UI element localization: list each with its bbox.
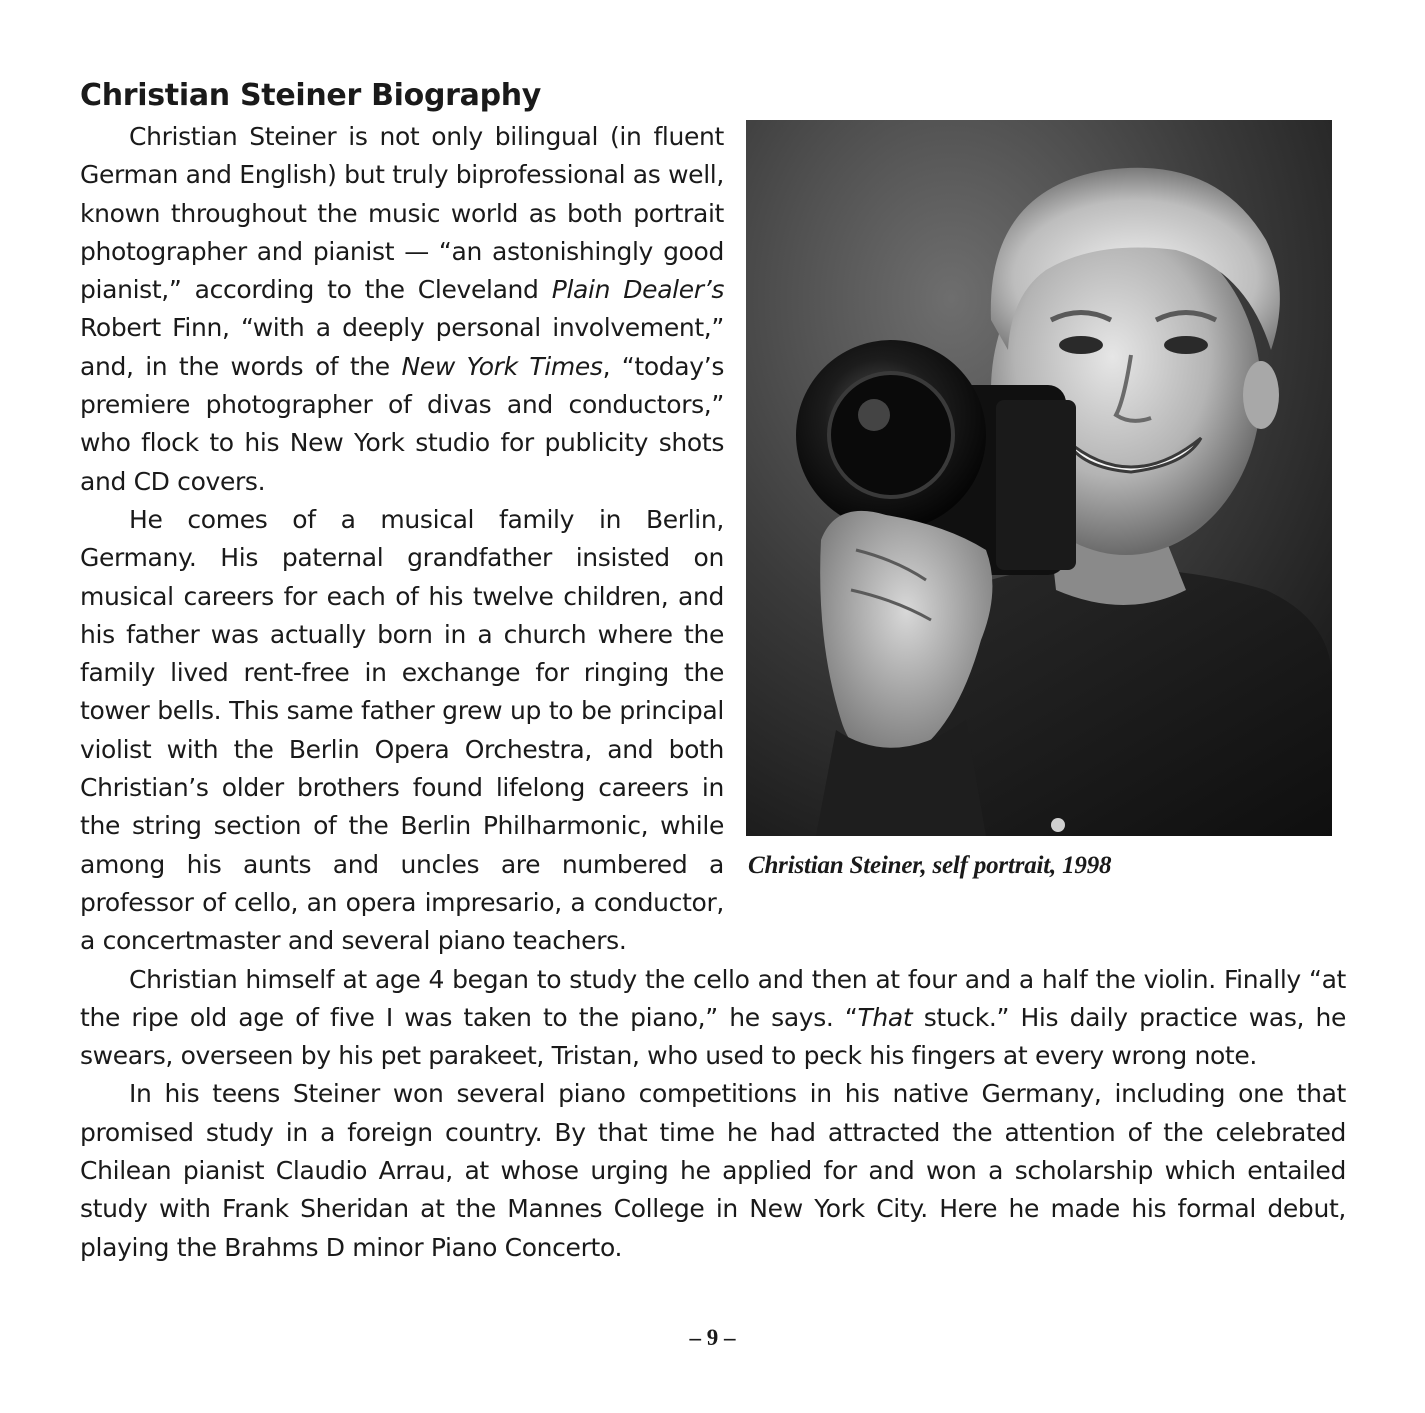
page-number: – 9 – bbox=[689, 1325, 736, 1350]
body-paragraph bbox=[80, 1075, 1346, 1266]
portrait-figure bbox=[746, 120, 1346, 882]
text-run: Robert Finn, “with a deeply personal involvement,” and, in the words of the bbox=[80, 313, 724, 381]
text-run: Christian himself at age 4 began to study the cello and then at four and a half the violin. Finally “at the ripe old age of five I was taken to the piano,” he says. “ bbox=[80, 964, 1346, 1032]
photo-caption: Christian Steiner, self portrait, 1998 bbox=[748, 852, 1112, 879]
portrait-photo bbox=[746, 120, 1332, 836]
biography-page bbox=[80, 74, 1346, 1267]
text-run: stuck.” His daily practice was, he swears, overseen by his pet parakeet, Tristan, who used to peck his fingers at every wrong note. bbox=[80, 1002, 1346, 1071]
italic-title: New York Times bbox=[401, 351, 603, 381]
page-title: Christian Steiner Biography bbox=[80, 78, 542, 113]
text-run: Christian Steiner is not only bilingual (in fluent German and English) but truly biprofessional as well, known throughout the music world as both portrait photographer and pianist — “an astonishingly good pianist,” according to the Cleveland bbox=[80, 122, 724, 305]
text-run: In his teens Steiner won several piano competitions in his native Germany, including one that promised study in a foreign country. By that time he had attracted the attention of the celebrated Chilean pianist Claudio Arrau, at whose urging he applied for and won a scholarship which entailed study with Frank Sheridan at the Mannes College in New York City. Here he made his formal debut, playing the Brahms D minor Piano Concerto. bbox=[80, 1079, 1346, 1262]
body-paragraph bbox=[80, 961, 1346, 1076]
text-run: He comes of a musical family in Berlin, Germany. His paternal grandfather insisted on musical careers for each of his twelve children, and his father was actually born in a church where the family lived rent-free in exchange for ringing the tower bells. This same father grew up to be principal violist with the Berlin Opera Orchestra, and both Christian’s older brothers found lifelong careers in the string section of the Berlin Philharmonic, while among his aunts and uncles are numbered a professor of cello, an opera impresario, a conductor, a concertmaster and several piano teachers. bbox=[80, 504, 724, 956]
italic-title: That bbox=[857, 1002, 913, 1032]
italic-title: Plain Dealer’s bbox=[551, 275, 724, 305]
text-run: , “today’s premiere photographer of divas and conductors,” who flock to his New York studio for publicity shots and CD covers. bbox=[80, 351, 724, 496]
